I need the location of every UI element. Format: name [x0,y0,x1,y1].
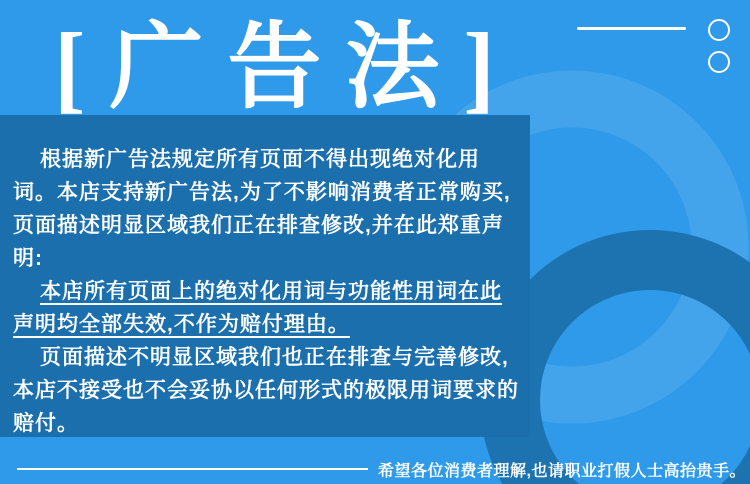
footer-rule [17,468,368,470]
footer [17,456,746,482]
declaration-line: 词。本店支持新广告法,为了不影响消费者正常购买, [13,181,511,204]
title-bracket-right: ] [463,13,495,123]
circle-outline-icon [708,51,730,73]
footer-note: 希望各位消费者理解,也请职业打假人士高抬贵手。 [378,462,746,480]
declaration-line: 页面描述不明显区域我们也正在排查与完善修改, [40,346,509,369]
top-right-rule [577,27,686,30]
declaration-line: 赔付。 [13,412,79,435]
page-title [54,13,495,123]
declaration-line: 页面描述明显区域我们正在排查修改,并在此郑重声 [13,214,504,237]
declaration-line-underlined: 本店所有页面上的绝对化用词与功能性用词在此 [40,280,502,303]
title-char: 广 [109,16,204,120]
declaration-panel [0,115,530,437]
title-char: 法 [345,16,440,120]
declaration-line: 根据新广告法规定所有页面不得出现绝对化用 [40,148,480,171]
title-bracket-left: [ [54,13,86,123]
circle-outline-icon [708,19,730,41]
declaration-line-underlined: 声明均全部失效,不作为赔付理由。 [13,313,350,336]
declaration-line: 明: [13,247,43,270]
title-char: 告 [227,16,322,120]
declaration-line: 本店不接受也不会妥协以任何形式的极限用词要求的 [13,379,519,402]
